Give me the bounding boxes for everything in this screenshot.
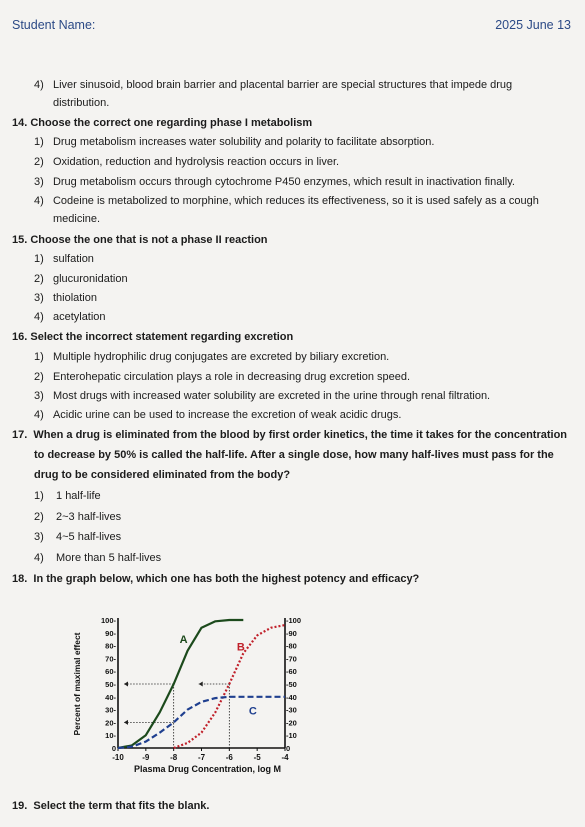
dose-response-chart (70, 612, 330, 784)
y-tick-label-right: -90 (286, 628, 297, 638)
x-tick-label: -9 (142, 753, 150, 762)
q16-option1[interactable]: 1) Multiple hydrophilic drug conjugates are excreted by biliary excretion. (34, 351, 390, 363)
y-tick-label-left: 50- (105, 680, 116, 689)
y-tick-label-left: 80- (105, 641, 116, 651)
q17-stem-line2: to decrease by 50% is called the half-life. After a single dose, how many half-lives must pass for the (34, 449, 554, 461)
q14-option4[interactable]: 4) Codeine is metabolized to morphine, which reduces its effectiveness, so it is used safely as a cough (34, 195, 539, 207)
q18-stem: 18. In the graph below, which one has both the highest potency and efficacy? (12, 573, 420, 585)
q15-option4[interactable]: 4) acetylation (34, 311, 106, 323)
q14-option1[interactable]: 1) Drug metabolism increases water solubility and polarity to facilitate absorption. (34, 136, 435, 148)
y-tick-label-left: 100- (100, 616, 116, 625)
q14-option2[interactable]: 2) Oxidation, reduction and hydrolysis reaction occurs in liver. (34, 156, 340, 168)
q16-option3[interactable]: 3) Most drugs with increased water solubility are excreted in the urine through renal filtration. (34, 390, 491, 402)
q17-option3[interactable]: 3) 4~5 half-lives (34, 531, 122, 543)
q15-option2[interactable]: 2) glucuronidation (34, 273, 128, 285)
x-tick-label: -4 (281, 753, 289, 762)
series-label-A: A (179, 634, 188, 647)
chart-svg (70, 612, 330, 784)
q16-option4[interactable]: 4) Acidic urine can be used to increase the excretion of weak acidic drugs. (34, 409, 402, 421)
q17-option4[interactable]: 4) More than 5 half-lives (34, 552, 162, 564)
x-tick-label: -5 (253, 753, 261, 762)
y-tick-label-right: -100 (286, 616, 302, 625)
q14-option4-cont: medicine. (53, 213, 101, 225)
q15-stem: 15. Choose the one that is not a phase II reaction (12, 234, 268, 246)
q13-option4-cont: distribution. (53, 97, 110, 109)
arrowhead-50-a (124, 682, 128, 687)
q16-stem: 16. Select the incorrect statement regarding excretion (12, 331, 294, 343)
q16-option2[interactable]: 2) Enterohepatic circulation plays a role in decreasing drug excretion speed. (34, 371, 411, 383)
q15-option1[interactable]: 1) sulfation (34, 253, 94, 265)
series-label-B: B (236, 641, 245, 654)
exam-date: 2025 June 13 (495, 18, 571, 32)
arrowhead-20 (124, 720, 128, 725)
q14-option3[interactable]: 3) Drug metabolism occurs through cytochrome P450 enzymes, which result in inactivation finally. (34, 176, 515, 188)
page-header (12, 18, 571, 32)
series-label-C: C (248, 705, 257, 718)
x-tick-label: -10 (112, 753, 124, 762)
student-name-label: Student Name: (12, 18, 96, 32)
y-tick-label-right: -20 (286, 718, 297, 728)
q19-stem: 19. Select the term that fits the blank. (12, 800, 210, 812)
y-axis-label: Percent of maximal effect (72, 632, 82, 736)
arrowhead-50-b (199, 682, 203, 687)
q17-stem-line3: drug to be considered eliminated from the body? (34, 469, 291, 481)
x-axis-label: Plasma Drug Concentration, log M (133, 764, 282, 774)
y-tick-label-left: 40- (105, 692, 116, 702)
y-tick-label-left: 70- (105, 654, 116, 664)
x-tick-label: -8 (170, 753, 178, 762)
q17-stem: 17. When a drug is eliminated from the blood by first order kinetics, the time it takes for the concentration (12, 429, 568, 441)
y-tick-label-right: 0 (286, 744, 291, 753)
q13-option4-text: Liver sinusoid, blood brain barrier and placental barrier are special structures that impede drug (52, 79, 513, 91)
y-tick-label-right: -40 (286, 692, 297, 702)
y-tick-label-right: -30 (286, 705, 297, 715)
y-tick-label-right: -50 (286, 680, 297, 689)
y-tick-label-right: -70 (286, 654, 297, 664)
y-tick-label-left: 90- (105, 628, 116, 638)
q17-option1[interactable]: 1) 1 half-life (34, 490, 101, 502)
q15-option3[interactable]: 3) thiolation (34, 292, 97, 304)
y-tick-label-right: -80 (286, 641, 297, 651)
y-tick-label-left: 20- (105, 718, 116, 728)
y-tick-label-left: 0 (111, 744, 116, 753)
y-tick-label-left: 30- (105, 705, 116, 715)
q14-stem: 14. Choose the correct one regarding phase I metabolism (12, 117, 313, 129)
x-tick-label: -6 (225, 753, 233, 762)
y-tick-label-right: -10 (286, 731, 297, 741)
x-tick-label: -7 (197, 753, 206, 762)
y-tick-label-right: -60 (286, 667, 297, 677)
y-tick-label-left: 60- (105, 667, 116, 677)
q17-option2[interactable]: 2) 2~3 half-lives (34, 511, 122, 523)
q13-option4: 4) Liver sinusoid, blood brain barrier and placental barrier are special structures that impede drug (34, 79, 513, 91)
y-tick-label-left: 10- (105, 731, 116, 741)
